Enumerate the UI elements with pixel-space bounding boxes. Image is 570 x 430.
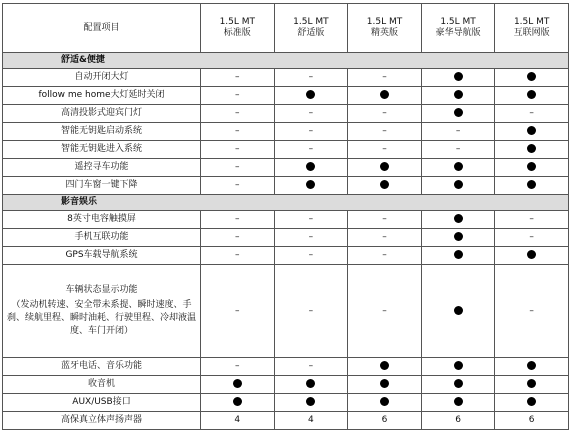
value-cell [495, 265, 569, 358]
value-cell [421, 141, 495, 159]
feature-label: 智能无钥匙启动系统 [3, 123, 201, 141]
value-cell [421, 177, 495, 195]
not-available-dash: – [455, 126, 461, 136]
table-row [3, 177, 569, 195]
feature-label: 手机互联功能 [3, 229, 201, 247]
value-cell [421, 247, 495, 265]
variant-header [421, 4, 495, 53]
value-cell [421, 376, 495, 394]
standard-dot-icon [306, 397, 315, 406]
value-cell [495, 141, 569, 159]
value-cell [201, 123, 275, 141]
feature-label-detail: （发动机转速、安全带未系提、瞬时速度、手刹、续航里程、瞬时油耗、行驶里程、冷却液温度、车门开闭） [6, 299, 196, 336]
variant-header [274, 4, 348, 53]
variant-trim: 标准版 [223, 28, 251, 38]
standard-dot-icon [527, 250, 536, 259]
not-available-dash: – [235, 90, 240, 100]
spec-body [3, 53, 569, 430]
not-available-dash: – [382, 126, 387, 136]
standard-dot-icon [527, 397, 536, 406]
not-available-dash: – [235, 232, 240, 242]
not-available-dash: – [455, 144, 461, 154]
standard-dot-icon [454, 108, 463, 117]
table-row [3, 105, 569, 123]
value-cell [348, 412, 422, 430]
value-cell [201, 105, 275, 123]
standard-dot-icon [380, 397, 389, 406]
value-cell [348, 141, 422, 159]
standard-dot-icon [233, 379, 242, 388]
value-cell [421, 105, 495, 123]
table-row [3, 211, 569, 229]
standard-dot-icon [306, 180, 315, 189]
feature-label: GPS车载导航系统 [3, 247, 201, 265]
value-cell [201, 412, 275, 430]
not-available-dash: – [308, 214, 314, 224]
standard-dot-icon [527, 90, 536, 99]
value-cell [201, 177, 275, 195]
not-available-dash: – [529, 214, 534, 224]
not-available-dash: – [308, 361, 314, 371]
table-row [3, 265, 569, 358]
feature-label-title: 车辆状态显示功能 [65, 284, 138, 295]
value-cell [348, 229, 422, 247]
value-cell [495, 247, 569, 265]
standard-dot-icon [454, 214, 463, 223]
spec-table [2, 3, 569, 430]
value-cell [348, 394, 422, 412]
value-cell [348, 69, 422, 87]
value-cell [348, 211, 422, 229]
value-cell [201, 69, 275, 87]
not-available-dash: – [382, 250, 387, 260]
speaker-count: 6 [381, 415, 388, 425]
variant-trim: 精英版 [370, 28, 398, 38]
value-cell [495, 69, 569, 87]
not-available-dash: – [529, 108, 534, 118]
table-row [3, 247, 569, 265]
variant-header [201, 4, 275, 53]
feature-label: 遥控寻车功能 [3, 159, 201, 177]
not-available-dash: – [235, 250, 240, 260]
table-row [3, 87, 569, 105]
value-cell [421, 69, 495, 87]
standard-dot-icon [306, 162, 315, 171]
value-cell [201, 87, 275, 105]
value-cell [348, 123, 422, 141]
value-cell [201, 358, 275, 376]
value-cell [274, 159, 348, 177]
value-cell [421, 123, 495, 141]
not-available-dash: – [382, 232, 387, 242]
variant-header [348, 4, 422, 53]
standard-dot-icon [306, 90, 315, 99]
not-available-dash: – [235, 162, 240, 172]
feature-label: 收音机 [3, 376, 201, 394]
feature-label: 高清投影式迎宾门灯 [3, 105, 201, 123]
table-row [3, 376, 569, 394]
variant-engine: 1.5L MT [440, 17, 476, 27]
not-available-dash: – [529, 232, 534, 242]
feature-label: 自动开闭大灯 [3, 69, 201, 87]
value-cell [495, 105, 569, 123]
standard-dot-icon [380, 162, 389, 171]
feature-column-header: 配置项目 [3, 4, 201, 53]
value-cell [495, 123, 569, 141]
value-cell [348, 265, 422, 358]
not-available-dash: – [529, 305, 534, 316]
variant-trim: 豪华导航版 [435, 28, 481, 38]
standard-dot-icon [527, 144, 536, 153]
not-available-dash: – [382, 144, 387, 154]
table-row [3, 394, 569, 412]
feature-label: follow me home大灯延时关闭 [3, 87, 201, 105]
value-cell [274, 229, 348, 247]
value-cell [348, 87, 422, 105]
not-available-dash: – [382, 305, 387, 316]
standard-dot-icon [527, 126, 536, 135]
value-cell [201, 376, 275, 394]
standard-dot-icon [454, 250, 463, 259]
section-title: 影音娱乐 [3, 195, 569, 211]
value-cell [421, 211, 495, 229]
feature-label: AUX/USB接口 [3, 394, 201, 412]
variant-engine: 1.5L MT [293, 17, 329, 27]
value-cell [495, 211, 569, 229]
feature-label: 智能无钥匙进入系统 [3, 141, 201, 159]
value-cell [495, 159, 569, 177]
variant-engine: 1.5L MT [366, 17, 403, 27]
speaker-count: 6 [528, 415, 535, 425]
table-row [3, 412, 569, 430]
value-cell [274, 358, 348, 376]
not-available-dash: – [308, 126, 314, 136]
value-cell [421, 159, 495, 177]
not-available-dash: – [382, 214, 387, 224]
standard-dot-icon [527, 180, 536, 189]
value-cell [201, 394, 275, 412]
value-cell [495, 229, 569, 247]
not-available-dash: – [235, 214, 240, 224]
variant-trim: 舒适版 [297, 28, 325, 38]
value-cell [421, 265, 495, 358]
value-cell [421, 87, 495, 105]
not-available-dash: – [235, 361, 240, 371]
variant-trim: 互联网版 [513, 28, 550, 38]
value-cell [495, 412, 569, 430]
value-cell [495, 87, 569, 105]
standard-dot-icon [527, 361, 536, 370]
variant-engine: 1.5L MT [513, 17, 550, 27]
value-cell [348, 105, 422, 123]
value-cell [274, 105, 348, 123]
not-available-dash: – [308, 250, 314, 260]
value-cell [274, 412, 348, 430]
speaker-count: 4 [234, 415, 241, 425]
standard-dot-icon [454, 180, 463, 189]
value-cell [201, 265, 275, 358]
not-available-dash: – [235, 72, 240, 82]
not-available-dash: – [382, 72, 387, 82]
standard-dot-icon [233, 397, 242, 406]
standard-dot-icon [454, 306, 463, 315]
feature-label: 蓝牙电话、音乐功能 [3, 358, 201, 376]
value-cell [495, 358, 569, 376]
table-row [3, 358, 569, 376]
not-available-dash: – [235, 305, 240, 316]
not-available-dash: – [235, 126, 240, 136]
table-row [3, 159, 569, 177]
table-row [3, 123, 569, 141]
value-cell [495, 376, 569, 394]
value-cell [495, 394, 569, 412]
not-available-dash: – [235, 180, 240, 190]
value-cell [274, 247, 348, 265]
value-cell [201, 229, 275, 247]
speaker-count: 6 [455, 415, 461, 425]
not-available-dash: – [308, 144, 314, 154]
feature-label: 8英寸电容触摸屏 [3, 211, 201, 229]
standard-dot-icon [454, 361, 463, 370]
standard-dot-icon [527, 162, 536, 171]
value-cell [274, 265, 348, 358]
not-available-dash: – [382, 108, 387, 118]
value-cell [274, 211, 348, 229]
value-cell [274, 177, 348, 195]
standard-dot-icon [380, 379, 389, 388]
not-available-dash: – [235, 144, 240, 154]
standard-dot-icon [454, 72, 463, 81]
value-cell [348, 159, 422, 177]
value-cell [201, 159, 275, 177]
standard-dot-icon [527, 72, 536, 81]
value-cell [274, 376, 348, 394]
speaker-count: 4 [308, 415, 314, 425]
value-cell [274, 87, 348, 105]
feature-label: 四门车窗一键下降 [3, 177, 201, 195]
value-cell [421, 358, 495, 376]
standard-dot-icon [380, 361, 389, 370]
standard-dot-icon [380, 180, 389, 189]
standard-dot-icon [454, 397, 463, 406]
table-row [3, 141, 569, 159]
not-available-dash: – [235, 108, 240, 118]
value-cell [274, 394, 348, 412]
standard-dot-icon [454, 162, 463, 171]
value-cell [274, 69, 348, 87]
variant-engine: 1.5L MT [219, 17, 256, 27]
value-cell [495, 177, 569, 195]
value-cell [201, 211, 275, 229]
variant-header [495, 4, 569, 53]
standard-dot-icon [454, 232, 463, 241]
table-row [3, 229, 569, 247]
value-cell [201, 141, 275, 159]
section-title: 舒适&便捷 [3, 53, 569, 69]
value-cell [201, 247, 275, 265]
table-row [3, 69, 569, 87]
standard-dot-icon [380, 90, 389, 99]
value-cell [348, 376, 422, 394]
standard-dot-icon [306, 379, 315, 388]
not-available-dash: – [308, 108, 314, 118]
header-row [3, 4, 569, 53]
value-cell [348, 247, 422, 265]
value-cell [348, 358, 422, 376]
value-cell [348, 177, 422, 195]
value-cell [421, 412, 495, 430]
value-cell [421, 229, 495, 247]
value-cell [274, 123, 348, 141]
not-available-dash: – [308, 305, 314, 316]
standard-dot-icon [454, 90, 463, 99]
section-header-row [3, 53, 569, 69]
not-available-dash: – [308, 232, 314, 242]
feature-label [3, 265, 201, 358]
value-cell [421, 394, 495, 412]
feature-label: 高保真立体声扬声器 [3, 412, 201, 430]
standard-dot-icon [454, 379, 463, 388]
standard-dot-icon [527, 379, 536, 388]
not-available-dash: – [308, 72, 314, 82]
section-header-row [3, 195, 569, 211]
value-cell [274, 141, 348, 159]
